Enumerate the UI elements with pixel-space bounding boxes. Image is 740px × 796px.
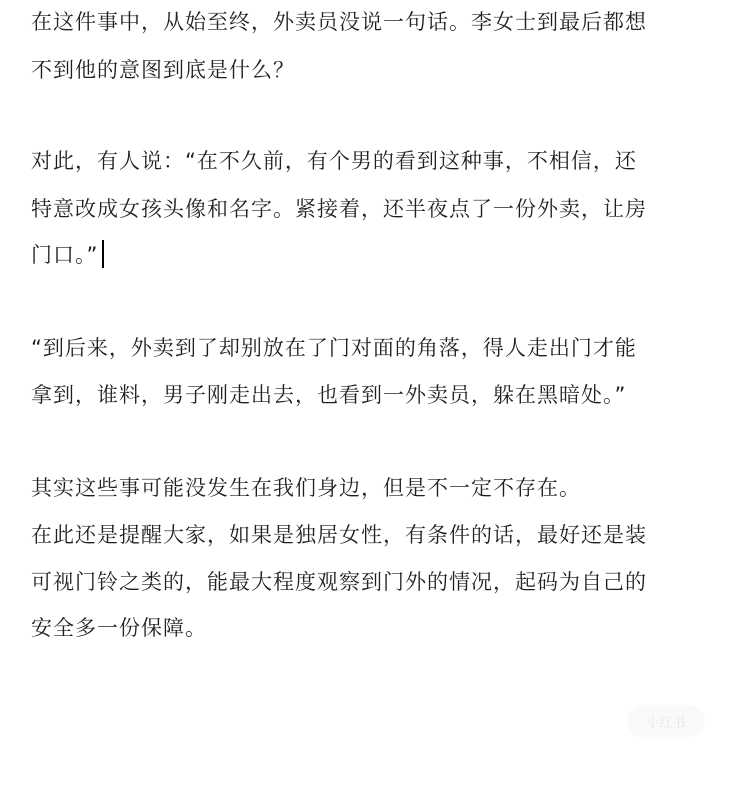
text-line: 其实这些事可能没发生在我们身边，但是不一定不存在。	[31, 476, 581, 500]
text-line: 特意改成女孩头像和名字。紧接着，还半夜点了一份外卖，让房	[31, 197, 647, 221]
text-line: 对此，有人说：“在不久前，有个男的看到这种事，不相信，还	[31, 149, 637, 173]
text-cursor	[102, 240, 104, 268]
text-line: 拿到，谁料，男子刚走出去，也看到一外卖员，躲在黑暗处。”	[31, 383, 627, 407]
text-line: “到后来，外卖到了却别放在了门对面的角落，得人走出门才能	[31, 336, 637, 360]
watermark-text: 小红书	[646, 715, 686, 731]
text-line: 在这件事中，从始至终，外卖员没说一句话。李女士到最后都想	[31, 10, 647, 34]
text-line: 不到他的意图到底是什么？	[31, 58, 295, 82]
watermark-logo	[627, 705, 705, 737]
text-line: 门口。”	[31, 243, 99, 267]
text-line: 在此还是提醒大家，如果是独居女性，有条件的话，最好还是装	[31, 523, 647, 547]
text-line: 可视门铃之类的，能最大程度观察到门外的情况，起码为自己的	[31, 570, 647, 594]
text-line-with-cursor	[31, 240, 104, 270]
text-line: 安全多一份保障。	[31, 616, 207, 640]
